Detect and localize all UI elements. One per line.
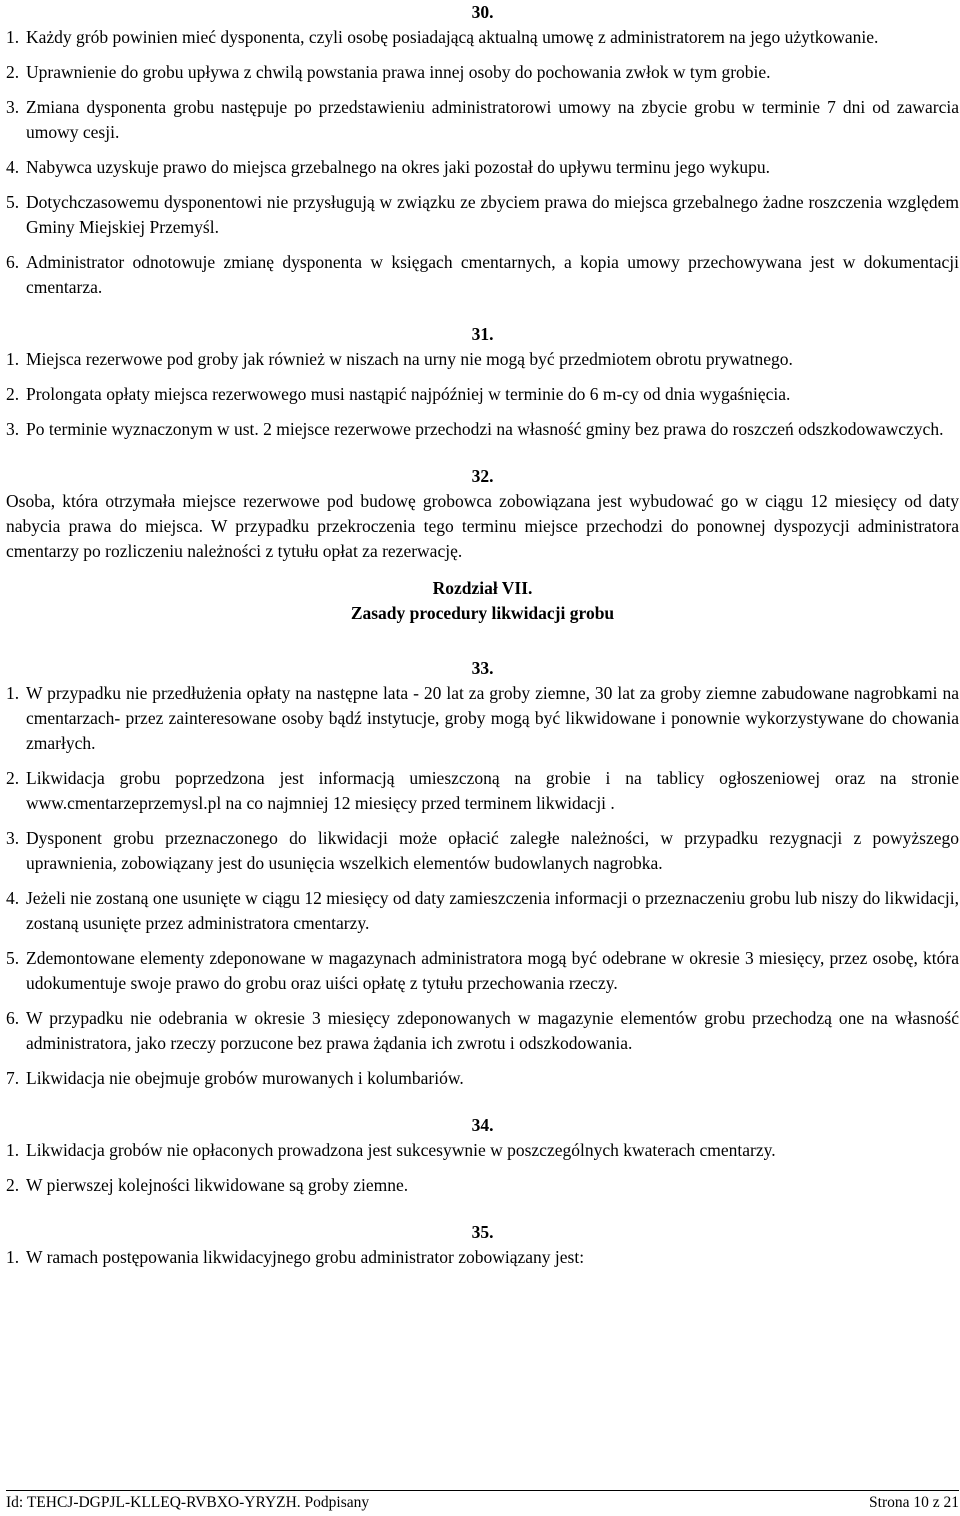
item-text: Po terminie wyznaczonym w ust. 2 miejsce rezerwowe przechodzi na własność gminy bez prawa do roszczeń odszkodowawczych. [26,419,944,439]
paragraph-32 [6,464,959,564]
list-item [6,95,959,145]
item-number: 3. [6,419,20,439]
item-number: 6. [6,252,20,272]
list-item [6,1245,959,1270]
list-item [6,681,959,756]
chapter-number: Rozdział VII. [432,578,533,598]
paragraph-30 [6,0,959,300]
list-item [6,155,959,180]
document-content [6,0,959,1292]
item-number: 3. [6,828,20,848]
item-text: W ramach postępowania likwidacyjnego grobu administrator zobowiązany jest: [26,1247,585,1267]
list-item [6,946,959,996]
list-item [6,250,959,300]
item-number: 6. [6,1008,20,1028]
item-number: 1. [6,1140,20,1160]
chapter-title: Zasady procedury likwidacji grobu [350,603,615,623]
list-item [6,417,959,442]
paragraph-number: 33. [471,658,494,678]
item-text: Nabywca uzyskuje prawo do miejsca grzebalnego na okres jaki pozostał do upływu terminu jego wykupu. [26,157,771,177]
item-text: Uprawnienie do grobu upływa z chwilą powstania prawa innej osoby do pochowania zwłok w tym grobie. [26,62,771,82]
item-text: Każdy grób powinien mieć dysponenta, czyli osobę posiadającą aktualną umowę z administratorem na jego użytkowanie. [26,27,879,47]
item-number: 7. [6,1068,20,1088]
item-text: Prolongata opłaty miejsca rezerwowego musi nastąpić najpóźniej w terminie do 6 m-cy od dnia wygaśnięcia. [26,384,791,404]
list-item [6,766,959,816]
list-item [6,1006,959,1056]
list-item [6,1138,959,1163]
item-number: 1. [6,349,20,369]
item-number: 2. [6,768,20,788]
list-item [6,1173,959,1198]
item-number: 5. [6,948,20,968]
paragraph-text: Osoba, która otrzymała miejsce rezerwowe pod budowę grobowca zobowiązana jest wybudować go w ciągu 12 miesięcy od daty nabycia prawa do miejsca. W przypadku przekroczenia tego terminu miejsce przechodzi do ponownej dyspozycji administratora cmentarzy po rozliczeniu należności z tytułu opłat za rezerwację. [6,491,959,561]
item-number: 4. [6,157,20,177]
item-number: 1. [6,27,20,47]
list-item [6,826,959,876]
paragraph-number: 30. [471,2,494,22]
paragraph-number: 35. [471,1222,494,1242]
paragraph-33 [6,656,959,1091]
item-text: Zdemontowane elementy zdeponowane w magazynach administratora mogą być odebrane w okresie 3 miesięcy, przez osobę, która udokumentuje swoje prawo do grobu oraz uiści opłatę z tytułu przechowania rzeczy. [26,948,959,993]
paragraph-31 [6,322,959,442]
item-text: W przypadku nie odebrania w okresie 3 miesięcy zdeponowanych w magazynie elementów grobu przechodzą one na własność administratora, jako rzeczy porzucone bez prawa żądania ich zwrotu i odszkodowania. [26,1008,959,1053]
paragraph-number: 34. [471,1115,494,1135]
chapter-heading [6,576,959,626]
list-item [6,347,959,372]
list-item [6,190,959,240]
list-item [6,25,959,50]
item-text: Dysponent grobu przeznaczonego do likwidacji może opłacić zaległe należności, w przypadku rezygnacji z powyższego uprawnienia, zobowiązany jest do usunięcia wszelkich elementów budowlanych nagrobka. [26,828,959,873]
list-item [6,886,959,936]
list-item [6,382,959,407]
item-text: Zmiana dysponenta grobu następuje po przedstawieniu administratorowi umowy na zbycie grobu w terminie 7 dni od zawarcia umowy cesji. [26,97,959,142]
paragraph-35 [6,1220,959,1270]
item-text: W przypadku nie przedłużenia opłaty na następne lata - 20 lat za groby ziemne, 30 lat za groby ziemne zabudowane nagrobkami na cmentarzach- przez zainteresowane osoby bądź instytucje, groby mogą być likwidowane i ponownie wykorzystywane do chowania zmarłych. [26,683,959,753]
item-number: 1. [6,1247,20,1267]
paragraph-number: 31. [471,324,494,344]
paragraph-34 [6,1113,959,1198]
item-text: Likwidacja grobu poprzedzona jest informacją umieszczoną na grobie i na tablicy ogłoszeniowej oraz na stronie www.cmentarzeprzemysl.pl na co najmniej 12 miesięcy przed terminem likwidacji . [26,768,959,813]
document-id: Id: TEHCJ-DGPJL-KLLEQ-RVBXO-YRYZH. Podpisany [6,1494,370,1511]
item-text: Jeżeli nie zostaną one usunięte w ciągu 12 miesięcy od daty zamieszczenia informacji o przeznaczeniu grobu lub niszy do likwidacji, zostaną usunięte przez administratora cmentarzy. [26,888,959,933]
item-number: 4. [6,888,20,908]
list-item [6,1066,959,1091]
page-number: Strona 10 z 21 [869,1494,959,1511]
item-text: Miejsca rezerwowe pod groby jak również w niszach na urny nie mogą być przedmiotem obrotu prywatnego. [26,349,793,369]
paragraph-number: 32. [471,466,494,486]
item-number: 5. [6,192,20,212]
list-item [6,60,959,85]
item-text: Administrator odnotowuje zmianę dysponenta w księgach cmentarnych, a kopia umowy przechowywana jest w dokumentacji cmentarza. [26,252,959,297]
item-number: 2. [6,62,20,82]
item-text: Dotychczasowemu dysponentowi nie przysługują w związku ze zbyciem prawa do miejsca grzebalnego żadne roszczenia względem Gminy Miejskiej Przemyśl. [26,192,959,237]
item-number: 2. [6,384,20,404]
item-number: 2. [6,1175,20,1195]
item-number: 3. [6,97,20,117]
page-footer [6,1490,959,1515]
item-number: 1. [6,683,20,703]
item-text: W pierwszej kolejności likwidowane są groby ziemne. [26,1175,409,1195]
item-text: Likwidacja grobów nie opłaconych prowadzona jest sukcesywnie w poszczególnych kwaterach cmentarzy. [26,1140,776,1160]
item-text: Likwidacja nie obejmuje grobów murowanych i kolumbariów. [26,1068,464,1088]
